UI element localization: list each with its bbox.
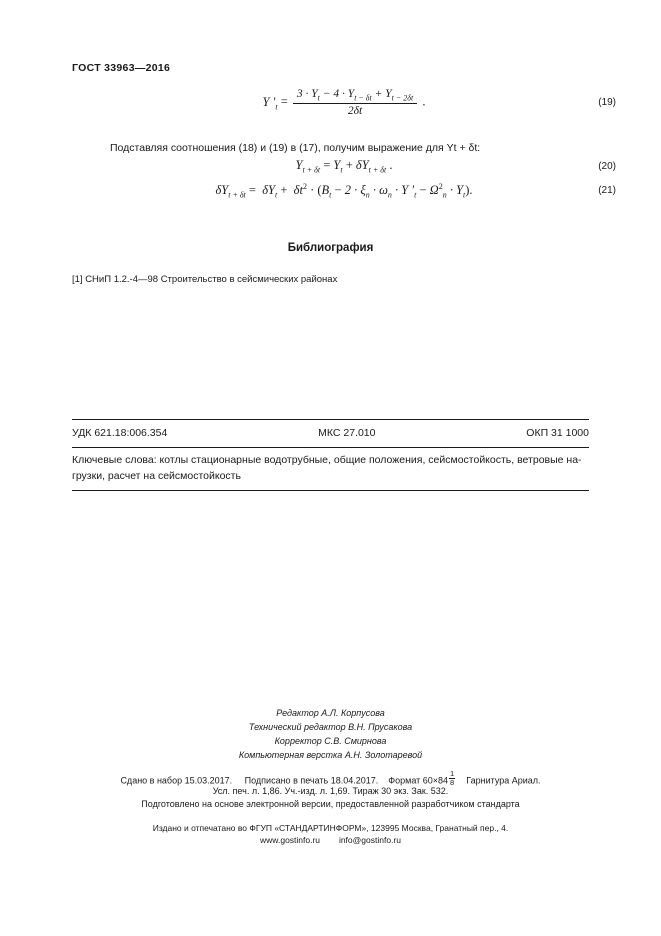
formula-21-number: (21) [598, 185, 616, 197]
corrector-line: Корректор С.В. Смирнова [274, 736, 387, 746]
keywords-text: Ключевые слова: котлы стационарные водотрубные, общие положения, сейсмостойкость, ветровые на-грузки, расчет на сейсмостойкость [72, 454, 582, 482]
body-paragraph: Подставляя соотношения (18) и (19) в (17), получим выражение для Yt + δt: [110, 142, 481, 154]
colophon-layout [0, 748, 661, 762]
formula-20-block [72, 158, 616, 175]
udk-code: УДК 621.18:006.354 [72, 427, 168, 439]
formula-21-block [72, 182, 616, 200]
print-info-line-3: Подготовлено на основе электронной версии, предоставленной разработчиком стандарта [141, 799, 520, 809]
formula-20-number: (20) [598, 160, 616, 172]
typeface-label: Гарнитура Ариал. [466, 775, 541, 786]
colophon-editor [0, 706, 661, 720]
page-title: ГОСТ 33963—2016 [72, 62, 171, 74]
tech-editor-line: Технический редактор В.Н. Прусакова [248, 722, 413, 732]
formula-19-expression: Y $'_t$ = $\frac{3 \cdot Y_t - 4 \cdot Y_{t - \delta t} + Y_{t - 2\delta t}}{2\delta t}$ . [262, 88, 426, 118]
colophon-tech-editor [0, 720, 661, 734]
publisher-website[interactable]: www.gostinfo.ru [260, 835, 321, 845]
format-fraction: $\frac{1}{8}$ [450, 769, 455, 787]
divider-top [72, 419, 589, 420]
colophon-corrector [0, 734, 661, 748]
mks-code: МКС 27.010 [318, 427, 376, 439]
format-label: Формат 60×84 [388, 775, 449, 786]
print-info-line-2: Усл. печ. л. 1,86. Уч.-изд. л. 1,69. Тираж 30 экз. Зак. 532. [212, 786, 449, 796]
divider-bottom [72, 490, 589, 491]
formula-19-block [72, 88, 616, 117]
divider-middle [72, 447, 589, 448]
okp-code: ОКП 31 1000 [526, 427, 589, 439]
editor-line: Редактор А.Л. Корпусова [276, 708, 385, 718]
formula-21-expression: $\delta Y_{t + \delta t} = \delta Y_t + \delta t^2 \cdot (B_t - 2 \cdot \xi_n \cdot \omega_n \cdot Y$ $'_t - \Omega^2_n \cdot Y_t$). [215, 182, 473, 200]
imprint-contacts [0, 834, 661, 847]
bibliography-heading: Библиография [287, 242, 374, 254]
publisher-email[interactable]: info@gostinfo.ru [338, 835, 401, 845]
codes-row [72, 427, 589, 439]
imprint-publisher: Издано и отпечатано во ФГУП «СТАНДАРТИНФОРМ», 123995 Москва, Гранатный пер., 4. [152, 823, 509, 833]
formula-20-expression: $Y_{t + \delta t} = Y_t + \delta Y_{t + \delta t}$ . [295, 158, 393, 175]
formula-19-number: (19) [598, 97, 616, 109]
signed-to-print-date: Подписано в печать 18.04.2017. [244, 775, 379, 786]
layout-line: Компьютерная верстка А.Н. Золотаревой [238, 750, 423, 760]
typeset-date: Сдано в набор 15.03.2017. [120, 775, 233, 786]
bibliography-item: [1] СНиП 1.2.-4—98 Строительство в сейсмических районах [72, 274, 338, 285]
